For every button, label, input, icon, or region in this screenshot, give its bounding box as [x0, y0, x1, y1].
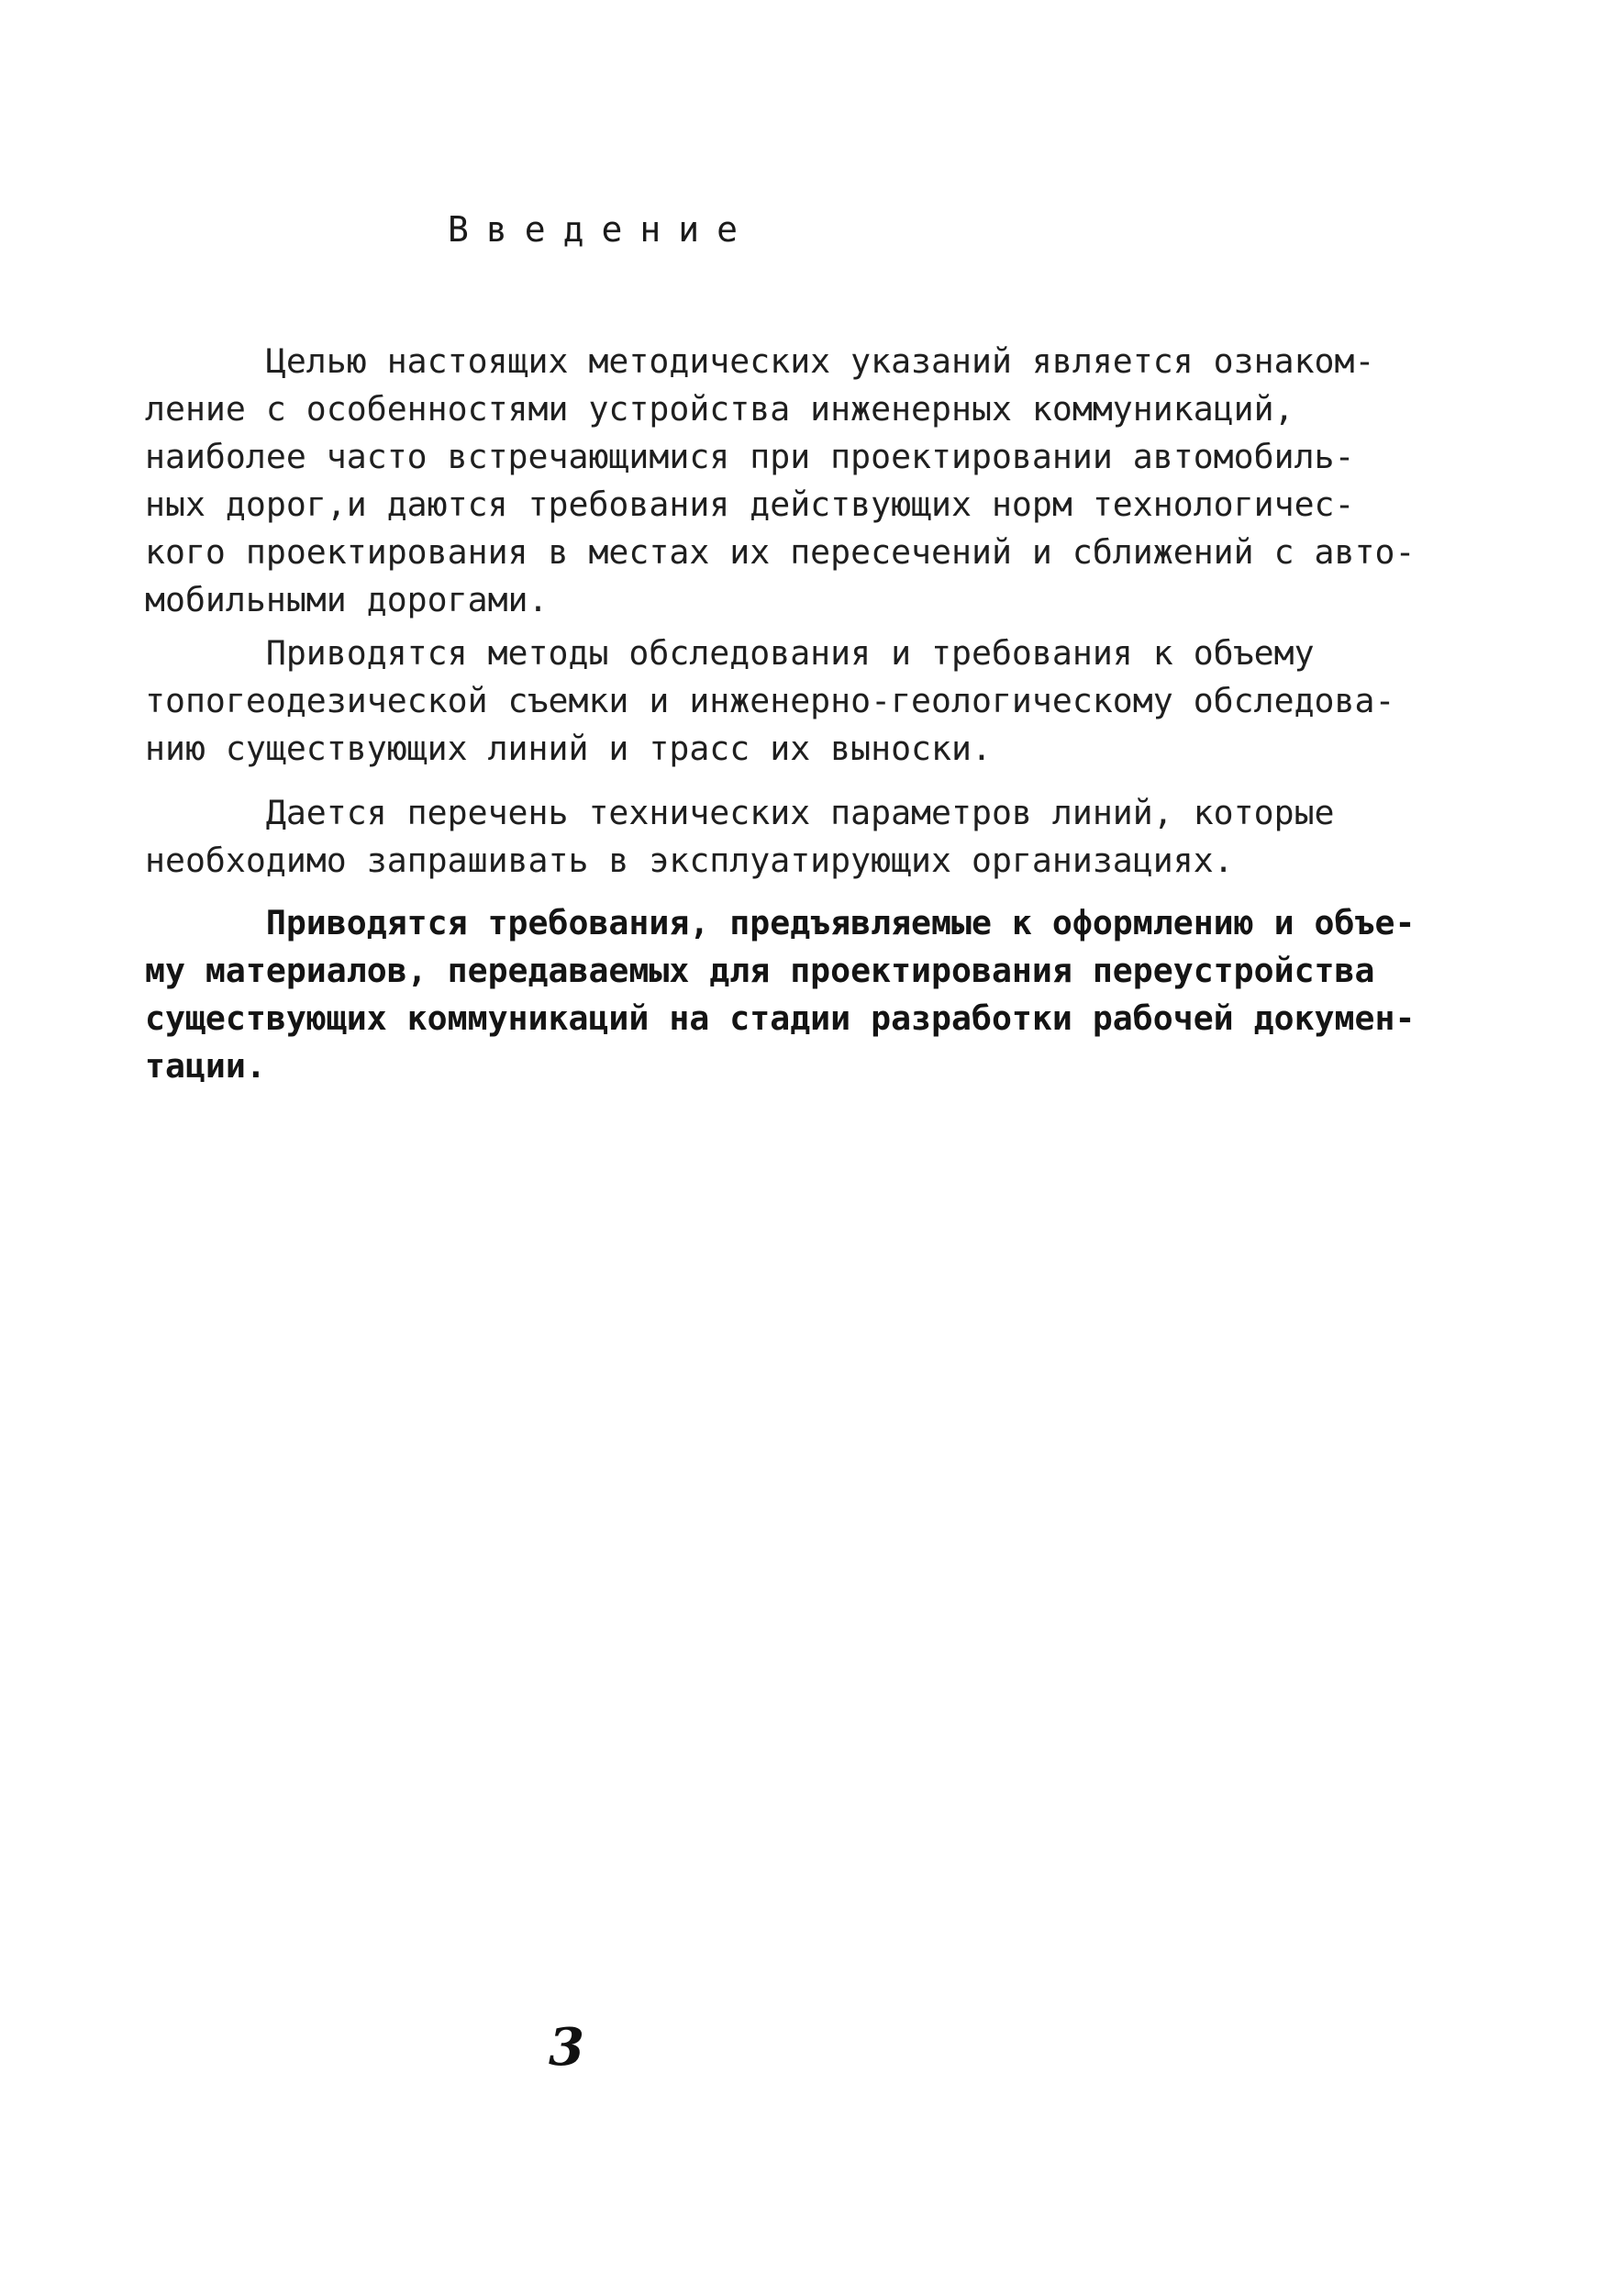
- paragraph-1: [145, 338, 1429, 624]
- paragraph-line: кого проектирования в местах их пересечений и сближений с авто-: [145, 532, 1416, 572]
- page-title: Введение: [448, 209, 756, 250]
- paragraph-line: существующих коммуникаций на стадии разработки рабочей докумен-: [145, 998, 1416, 1038]
- paragraph-line: ление с особенностями устройства инженерных коммуникаций,: [145, 389, 1294, 429]
- paragraph-line: тации.: [145, 1046, 266, 1086]
- paragraph-4: [145, 899, 1429, 1090]
- paragraph-line: Приводятся требования, предъявляемые к оформлению и объе-: [145, 903, 1416, 942]
- paragraph-line: Дается перечень технических параметров линий, которые: [145, 793, 1335, 832]
- paragraph-3: [145, 789, 1429, 885]
- paragraph-line: топогеодезической съемки и инженерно-геологическому обследова-: [145, 681, 1395, 720]
- paragraph-line: ных дорог,и даются требования действующих норм технологичес-: [145, 485, 1355, 524]
- paragraph-line: Целью настоящих методических указаний является ознаком-: [145, 341, 1375, 381]
- paragraph-line: нию существующих линий и трасс их выноски.: [145, 729, 992, 768]
- paragraph-2: [145, 630, 1429, 773]
- paragraph-line: мобильными дорогами.: [145, 580, 549, 619]
- paragraph-line: Приводятся методы обследования и требования к объему: [145, 633, 1315, 673]
- page-number: 3: [549, 2017, 584, 2078]
- paragraph-line: необходимо запрашивать в эксплуатирующих организациях.: [145, 841, 1234, 880]
- paragraph-line: му материалов, передаваемых для проектирования переустройства: [145, 951, 1375, 990]
- paragraph-line: наиболее часто встречающимися при проектировании автомобиль-: [145, 437, 1355, 476]
